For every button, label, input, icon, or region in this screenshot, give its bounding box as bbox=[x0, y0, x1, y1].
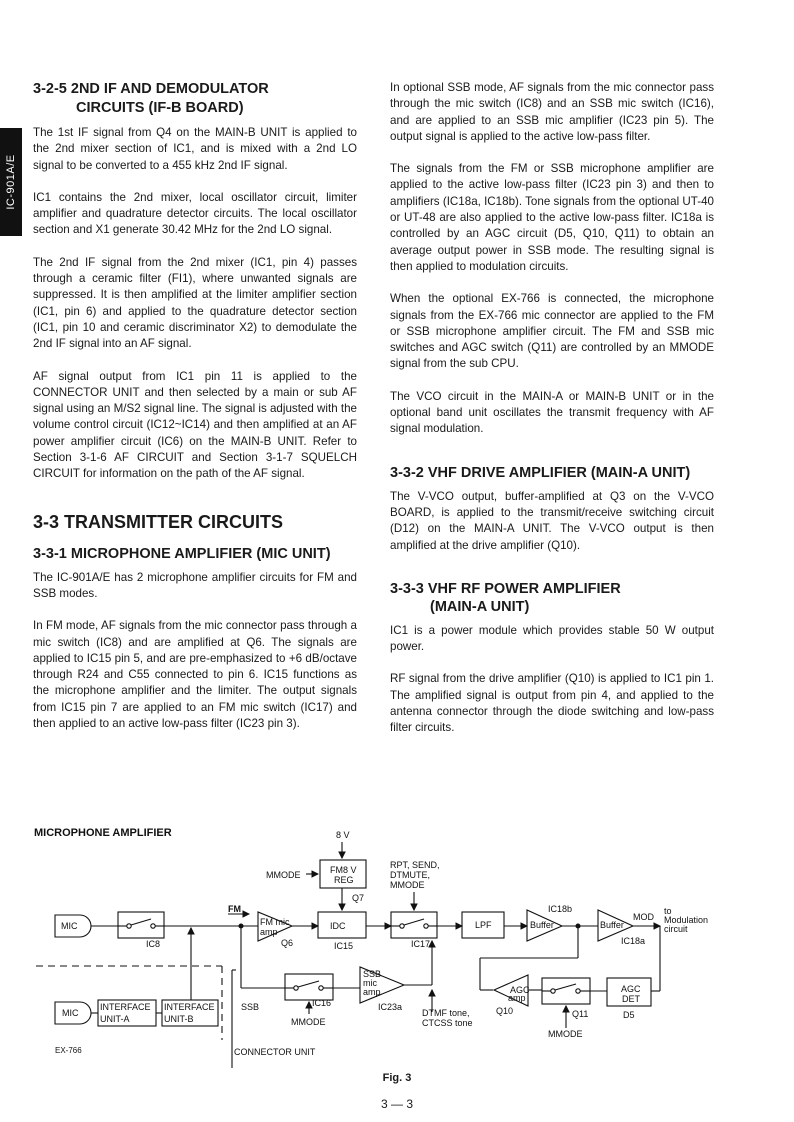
fm-label: FM bbox=[228, 904, 241, 914]
q7-label: Q7 bbox=[352, 893, 365, 903]
section-331-heading: 3-3-1 MICROPHONE AMPLIFIER (MIC UNIT) bbox=[33, 545, 331, 562]
agc-amp-label-2: amp bbox=[508, 993, 526, 1003]
to-label-1: to bbox=[664, 906, 672, 916]
fm8v-reg-label-1: FM8 V bbox=[330, 865, 357, 875]
paragraph: RF signal from the drive amplifier (Q10) is applied to IC1 pin 1. The amplified signal is output from pin 4, and applied to the antenna connector through the diode switching and low-pass filter circuits. bbox=[390, 672, 714, 735]
ex766-label: EX-766 bbox=[55, 1046, 82, 1055]
ic17-label: IC17 bbox=[411, 939, 431, 949]
ic17-switch-box bbox=[391, 912, 437, 938]
ic23a-label: IC23a bbox=[378, 1002, 403, 1012]
left-column bbox=[33, 80, 357, 748]
supply-label: 8 V bbox=[336, 830, 350, 840]
ic18a-label: IC18a bbox=[621, 936, 646, 946]
block-diagram bbox=[0, 820, 794, 1070]
agc-amp-label-1: AGC bbox=[510, 985, 530, 995]
connector-unit-label: CONNECTOR UNIT bbox=[234, 1047, 316, 1057]
interface-a-label-1: INTERFACE bbox=[100, 1002, 151, 1012]
q11-label: Q11 bbox=[572, 1009, 589, 1019]
section-33-heading: 3-3 TRANSMITTER CIRCUITS bbox=[33, 511, 284, 532]
tone-label-1: DTMF tone, bbox=[422, 1008, 470, 1018]
rpt-label-3: MMODE bbox=[390, 880, 425, 890]
section-332-heading: 3-3-2 VHF DRIVE AMPLIFIER (MAIN-A UNIT) bbox=[390, 464, 691, 481]
to-label-3: circuit bbox=[664, 924, 688, 934]
d5-label: D5 bbox=[623, 1010, 635, 1020]
page-number: 3 — 3 bbox=[380, 1097, 413, 1111]
mic-label-main: MIC bbox=[61, 921, 78, 931]
buffer-label-2: Buffer bbox=[600, 920, 624, 930]
fm-mic-amp-label-1: FM mic bbox=[260, 917, 290, 927]
paragraph: In FM mode, AF signals from the mic connector pass through a mic switch (IC8) and are amplified at Q6. The signals are applied to IC15 pin 5, and are pre-emphasized to +6 dB/octave through R24 and C55 connected to pin 6. IC15 functions as the microphone amplifier and the limiter. The output signals from IC15 pin 7 are applied to an FM mic switch (IC17) and then applied to an active low-pass filter (IC23 pin 3). bbox=[33, 619, 357, 731]
side-tab-label: IC-901A/E bbox=[5, 154, 17, 210]
paragraph: The signals from the FM or SSB microphone amplifier are applied to the active low-pass filter (IC23 pin 3) and then to amplifiers (IC18a, IC18b). Tone signals from the optional UT-40 or UT-48 are also applied to the active low-pass filter. IC18a is controlled by an AGC circuit (D5, Q10, Q11) to obtain an average output power in SSB mode. The resulting signal is then applied to modulation circuits. bbox=[390, 162, 714, 273]
mod-label: MOD bbox=[633, 912, 654, 922]
fm-mic-amp-label-2: amp bbox=[260, 927, 278, 937]
paragraph: The 2nd IF signal from the 2nd mixer (IC1, pin 4) passes through a ceramic filter (FI1), where unwanted signals are suppressed. It is then amplified at the limiter amplifier section (IC1, pin 6) and applied to the quadrature detector section (IC1, pin 10 and ceramic discriminator X2) to demodulate the 2nd IF signal into an AF signal. bbox=[33, 255, 357, 351]
paragraph: The V-VCO output, buffer-amplified at Q3 on the V-VCO BOARD, is applied to the transmit/receive switching circuit (D12) on the MAIN-A UNIT. The V-VCO output is then amplified at the drive amplifier (Q10). bbox=[390, 489, 714, 552]
ic16-switch-box bbox=[285, 974, 333, 1000]
paragraph: The 1st IF signal from Q4 on the MAIN-B UNIT is applied to the 2nd mixer section of IC1, and is mixed with a 2nd LO signal to be converted to a 455 kHz 2nd IF signal. bbox=[33, 126, 357, 172]
side-tab bbox=[0, 128, 22, 236]
agc-det-label-1: AGC bbox=[621, 984, 641, 994]
ssb-amp-label-1: SSB bbox=[363, 969, 382, 979]
interface-b-label-1: INTERFACE bbox=[164, 1002, 215, 1012]
idc-label: IDC bbox=[330, 921, 346, 931]
section-325-heading-line2: CIRCUITS (IF-B BOARD) bbox=[76, 100, 244, 116]
mmode-input-label: MMODE bbox=[266, 870, 301, 880]
q6-label: Q6 bbox=[281, 938, 294, 948]
paragraph: IC1 is a power module which provides stable 50 W output power. bbox=[390, 623, 714, 654]
section-333-heading bbox=[390, 580, 714, 616]
buffer-label-1: Buffer bbox=[530, 920, 554, 930]
paragraph: When the optional EX-766 is connected, the microphone signals from the EX-766 mic connector are applied to the FM or SSB microphone amplifier circuit. The FM and SSB mic switches and AGC switch (Q11) are controlled by an MMODE signal from the sub CPU. bbox=[390, 292, 714, 371]
mmode-label-2: MMODE bbox=[548, 1029, 583, 1039]
lpf-label: LPF bbox=[475, 920, 492, 930]
figure-caption: Fig. 3 bbox=[382, 1072, 412, 1084]
mic-label-ex766: MIC bbox=[62, 1008, 79, 1018]
section-333-heading-line2: (MAIN-A UNIT) bbox=[430, 598, 530, 615]
ssb-amp-label-3: amp bbox=[363, 987, 381, 997]
interface-b-label-2: UNIT-B bbox=[164, 1014, 194, 1024]
ic18b-label: IC18b bbox=[548, 904, 573, 914]
rpt-label-2: DTMUTE, bbox=[390, 870, 430, 880]
figure-title: MICROPHONE AMPLIFIER bbox=[34, 827, 172, 839]
rpt-label-1: RPT, SEND, bbox=[390, 860, 440, 870]
paragraph: The VCO circuit in the MAIN-A or MAIN-B UNIT or in the optional band unit oscillates the transmit frequency with AF signal modulation. bbox=[390, 389, 714, 436]
to-label-2: Modulation bbox=[664, 915, 709, 925]
ssb-amp-label-2: mic bbox=[363, 978, 377, 988]
ssb-label: SSB bbox=[241, 1002, 260, 1012]
section-325-heading-line1: 3-2-5 2ND IF AND DEMODULATOR bbox=[33, 81, 269, 97]
paragraph: IC1 contains the 2nd mixer, local oscillator circuit, limiter amplifier and quadrature detector circuits. The local oscillator section and X1 generate 30.42 MHz for the 2nd LO signal. bbox=[33, 190, 357, 237]
q10-label: Q10 bbox=[496, 1006, 514, 1016]
interface-a-label-2: UNIT-A bbox=[100, 1014, 130, 1024]
agc-det-label-2: DET bbox=[622, 994, 640, 1004]
right-column bbox=[390, 80, 714, 753]
ic16-label: IC16 bbox=[312, 998, 332, 1008]
ic8-switch-box bbox=[118, 912, 164, 938]
ic8-label: IC8 bbox=[146, 939, 161, 949]
section-325-heading bbox=[33, 80, 357, 118]
paragraph: The IC-901A/E has 2 microphone amplifier circuits for FM and SSB modes. bbox=[33, 570, 357, 600]
paragraph: In optional SSB mode, AF signals from the mic connector pass through the mic switch (IC8) and an SSB mic switch (IC16), and are applied to an SSB mic amplifier (IC23 pin 5). The output signal is applied to the active low-pass filter. bbox=[390, 81, 714, 143]
ic15-label: IC15 bbox=[334, 941, 354, 951]
mmode-label-1: MMODE bbox=[291, 1017, 326, 1027]
fm8v-reg-label-2: REG bbox=[334, 875, 354, 885]
section-333-heading-line1: 3-3-3 VHF RF POWER AMPLIFIER bbox=[390, 580, 621, 597]
paragraph: AF signal output from IC1 pin 11 is applied to the CONNECTOR UNIT and then selected by a main or sub AF signal using an M/S2 signal line. The signal is adjusted with the volume control circuit (IC12~IC14) and then amplified at an AF power amplifier circuit (IC6) on the MAIN-B UNIT. Refer to Section 3-1-6 AF CIRCUIT and Section 3-1-7 SQUELCH CIRCUIT for information on the path of the AF signal. bbox=[33, 369, 357, 481]
tone-label-2: CTCSS tone bbox=[422, 1018, 473, 1028]
